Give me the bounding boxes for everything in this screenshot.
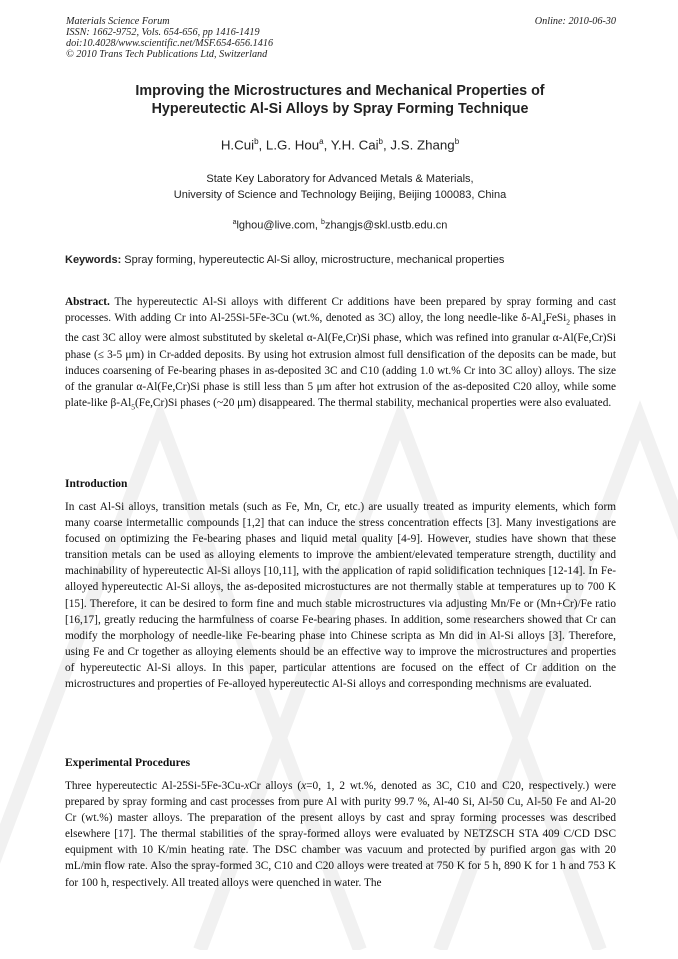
abstract-text: (Fe,Cr)Si phases (~20 μm) disappeared. The thermal stability, mechanical properties were also evaluated. <box>135 396 612 409</box>
keywords <box>65 254 617 266</box>
affiliation-line-1: State Key Laboratory for Advanced Metals & Materials, <box>206 173 474 185</box>
author-4: J.S. Zhang <box>390 137 455 153</box>
keywords-label: Keywords: <box>65 254 122 266</box>
paper-title <box>60 82 620 118</box>
experimental-text-part: =0, 1, 2 wt.%, denoted as 3C, C10 and C20, respectively.) were prepared by spray forming and cast processes from pure Al with purity 99.7 %, Al-40 Si, Al-50 Cu, Al-50 Fe and Al-20 Cr (wt.%) master alloys. The preparation of the present alloys by cast and spray forming processes was described elsewhere [17]. The thermal stabilities of the spray-formed alloys were evaluated by NETZSCH STA 409 C/CD DSC equipment with 10 K/min heating rate. The DSC chamber was vacuum and protected by purified argon gas with 20 mL/min flow rate. Also the spray-formed 3C, C10 and C20 alloys were treated at 750 K for 5 h, 890 K for 1 h and 753 K for 100 h, respectively. All treated alloys were quenched in water. The <box>65 780 616 889</box>
abstract-text: The hypereutectic Al-Si alloys with different Cr additions have been prepared by spray forming and cast processes. With adding Cr into Al-25Si-5Fe-3Cu (wt.%, denoted as 3C) alloy, the long needle-like δ-Al <box>65 296 616 325</box>
affiliation-line-2: University of Science and Technology Beijing, Beijing 100083, China <box>173 189 507 201</box>
title-line-2: Hypereutectic Al-Si Alloys by Spray Forming Technique <box>151 101 529 117</box>
experimental-text <box>65 778 616 891</box>
abstract <box>65 294 616 415</box>
abstract-text: FeSi <box>545 312 567 325</box>
journal-header <box>66 16 616 60</box>
email-b-marker: b <box>321 219 325 226</box>
experimental-text-part: Cr alloys ( <box>249 780 302 792</box>
author-2: L.G. Hou <box>265 137 320 153</box>
email-line <box>60 219 620 232</box>
author-separator: , <box>323 137 331 153</box>
author-3: Y.H. Cai <box>330 137 379 153</box>
doi-line: doi:10.4028/www.scientific.net/MSF.654-656.1416 <box>66 38 274 49</box>
abstract-text: phases in the cast 3C alloy were almost substituted by skeletal α-Al(Fe,Cr)Si phase, which was refined into granular α-Al(Fe,Cr)Si phase (≤ 3-5 μm) in Cr-added deposits. By using hot extrusion almost full densification of the deposits can be made, but induces coarsening of Fe-bearing phases in as-deposited 3C and C10 (adding 1.0 wt.% Cr into 3C alloy) alloys. The size of the granular α-Al(Fe,Cr)Si phase is still less than 5 μm after hot extrusion of the as-deposited C20 alloy, while some plate-like β-Al <box>65 312 616 409</box>
author-1: H.Cui <box>220 137 255 153</box>
experimental-text-part: Three hypereutectic Al-25Si-5Fe-3Cu- <box>65 780 245 792</box>
title-line-1: Improving the Microstructures and Mechanical Properties of <box>135 83 545 99</box>
author-4-affil: b <box>454 137 460 146</box>
abstract-label: Abstract. <box>65 296 110 308</box>
online-date: Online: 2010-06-30 <box>534 16 616 27</box>
author-1-affil: b <box>254 137 259 146</box>
variable-x: x <box>301 780 307 792</box>
journal-name: Materials Science Forum <box>66 16 170 27</box>
author-3-affil: b <box>378 137 383 146</box>
experimental-heading: Experimental Procedures <box>65 757 191 769</box>
subscript: 4 <box>541 317 546 327</box>
email-a-marker: a <box>232 219 237 226</box>
subscript: 2 <box>566 317 571 327</box>
author-list <box>60 137 620 152</box>
author-2-affil: a <box>319 137 324 146</box>
subscript: 5 <box>131 402 136 412</box>
email-b[interactable]: zhangjs@skl.ustb.edu.cn <box>324 219 448 232</box>
introduction-text: In cast Al-Si alloys, transition metals (such as Fe, Mn, Cr, etc.) are usually treated as impurity elements, which form many coarse intermetallic compounds [1,2] that can induce the stress concentration effects [3]. Many investigations are focused on optimizing the Fe-bearing phases and liquid metal quality [4-9]. However, studies have shown that these transition metals can be used as alloying elements to improve the ambient/elevated temperature strength, ductility and machinability of hypereutectic Al-Si alloys [10,11], with the application of rapid solidification techniques [12-14]. In Fe-alloyed hypereutectic Al-Si alloys, the as-deposited microstuctures are not thermally stable at temperatures up to 700 K [15]. Therefore, it can be desired to form fine and much stable microstructures via adjusting Mn/Fe or (Mn+Cr)/Fe ratio [16,17], greatly reducing the harmfulness of coarse Fe-bearing phases. In addition, some researchers showed that Cr can modify the morphology of needle-like Fe-bearing phase into Chinese scripta as Mn did in Al-Si alloys [3]. Therefore, using Fe and Cr together as alloying elements should be an effective way to improve the microstructures and properties of hypereutectic Al-Si alloys. In this paper, particular attentions are focused on the effect of Cr addition on the microstructures and properties of Fe-alloyed hypereutectic Al-Si alloys and corresponding mechnisms are evaluated. <box>65 501 616 691</box>
copyright-line: © 2010 Trans Tech Publications Ltd, Switzerland <box>66 49 268 60</box>
affiliation <box>60 171 620 203</box>
author-separator: , <box>258 137 266 153</box>
issn-line: ISSN: 1662-9752, Vols. 654-656, pp 1416-1419 <box>66 27 260 38</box>
introduction-heading: Introduction <box>65 478 128 490</box>
email-a[interactable]: lghou@live.com, <box>236 219 322 232</box>
keywords-text: Spray forming, hypereutectic Al-Si alloy, microstructure, mechanical properties <box>121 254 505 266</box>
author-separator: , <box>383 137 391 153</box>
variable-x: x <box>244 780 250 792</box>
